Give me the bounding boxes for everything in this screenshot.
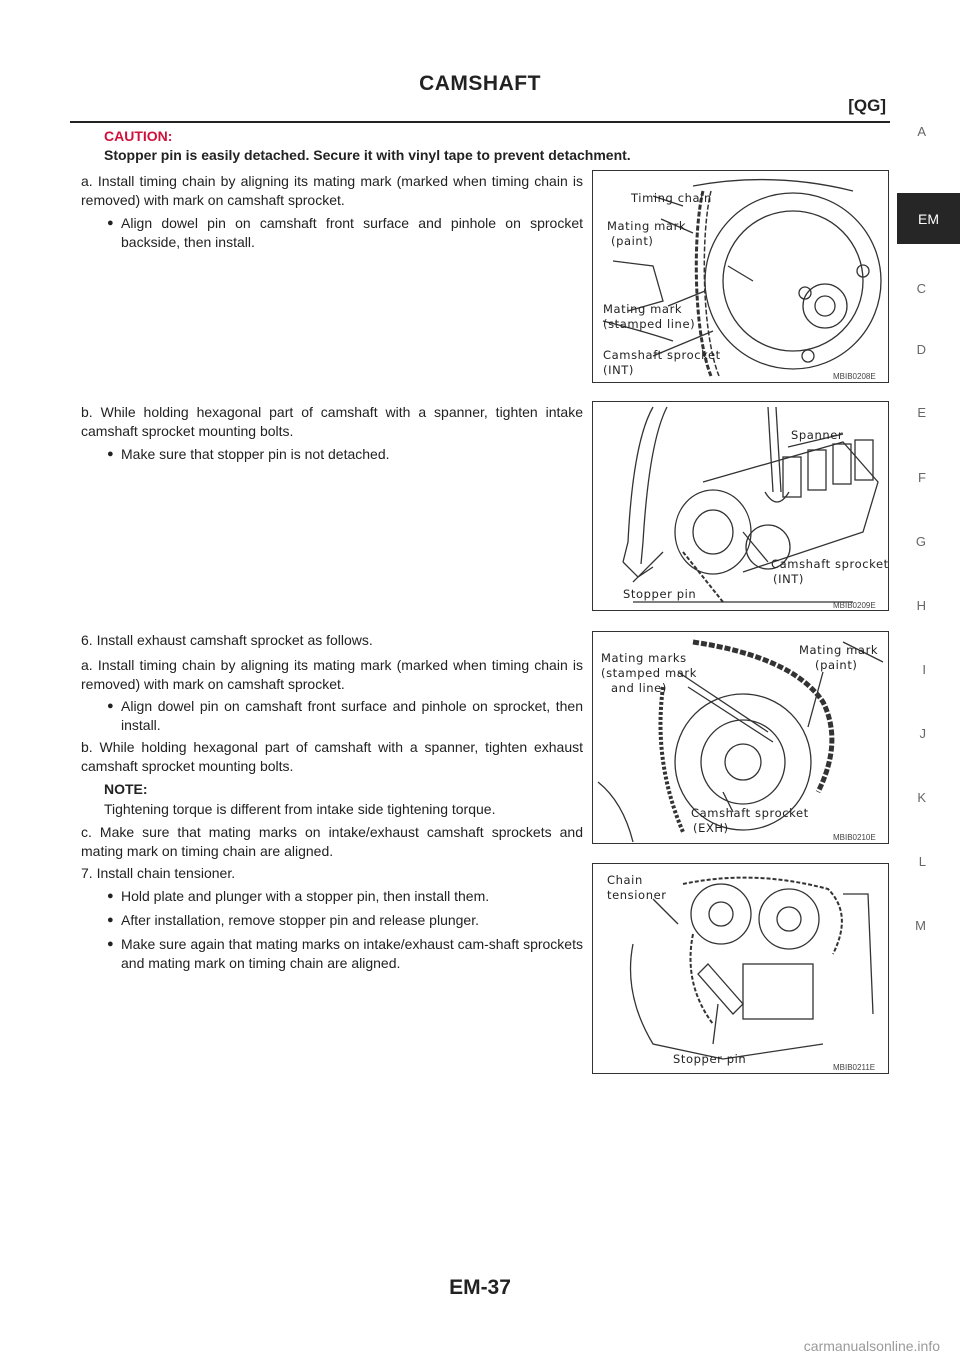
bullet-dowel-pin-intake: ● Align dowel pin on camshaft front surface and pinhole on sprocket backside, then install. [121,214,583,252]
label-mating-mark-paint: Mating mark [607,219,687,233]
label-timing-chain: Timing chain [631,191,712,205]
watermark: carmanualsonline.info [803,1338,940,1354]
figure-intake-timing-chain-illustration [593,171,890,384]
label-stamped-line: (stamped line) [603,317,696,331]
note-text: Tightening torque is different from intake side tightening torque. [104,801,496,817]
sidebar-letter-j[interactable]: J [919,726,926,741]
figure-chain-tensioner [592,863,889,1074]
figure-code: MBIB0208E [833,372,876,381]
label-camshaft-sprocket: Camshaft sprocket [603,348,721,362]
label-exh: (EXH) [693,821,729,835]
figure-chain-tensioner-illustration [593,864,890,1075]
bullet-dowel-pin-exhaust: ● Align dowel pin on camshaft front surface and pinhole on sprocket, then install. [121,697,583,735]
figure-code: MBIB0210E [833,833,876,842]
step-a-exhaust: a. Install timing chain by aligning its mating mark (marked when timing chain is removed) with mark on camshaft sprocket. [81,657,583,692]
step-6: 6. Install exhaust camshaft sprocket as follows. [81,632,373,648]
sidebar-letter-a[interactable]: A [917,124,926,139]
figure-intake-timing-chain [592,170,889,383]
header-rule [70,121,890,123]
sidebar-letter-d[interactable]: D [916,342,926,357]
bullet-stopper-pin: ● Make sure that stopper pin is not detached. [121,445,583,464]
label-paint: (paint) [815,658,858,672]
label-int: (INT) [773,572,804,586]
bullet-hold-plate: ● Hold plate and plunger with a stopper pin, then install them. [121,887,583,906]
sidebar-letter-i[interactable]: I [922,662,926,677]
sidebar-letter-f[interactable]: F [918,470,926,485]
step-a-intake: a. Install timing chain by aligning its mating mark (marked when timing chain is removed) with mark on camshaft sprocket. [81,173,583,208]
sidebar-letter-m[interactable]: M [915,918,926,933]
label-spanner: Spanner [791,428,844,442]
sidebar-letter-e[interactable]: E [917,405,926,420]
label-stopper-pin: Stopper pin [623,587,697,601]
step-c-exhaust: c. Make sure that mating marks on intake/exhaust camshaft sprockets and mating mark on timing chain are aligned. [81,824,583,859]
label-mating-marks: Mating marks [601,651,687,665]
page-title: CAMSHAFT [419,72,541,95]
label-and-line: and line) [611,681,667,695]
figure-exhaust-sprocket-illustration [593,632,890,845]
label-tensioner: tensioner [607,888,667,902]
label-chain: Chain [607,873,643,887]
bullet-check-alignment: ● Make sure again that mating marks on intake/exhaust cam-shaft sprockets and mating mark on timing chain are aligned. [121,935,583,973]
sidebar-letter-c[interactable]: C [916,281,926,296]
figure-exhaust-sprocket [592,631,889,844]
label-camshaft-sprocket-exh: Camshaft sprocket [691,806,809,820]
step-b-exhaust: b. While holding hexagonal part of camshaft with a spanner, tighten exhaust camshaft sprocket mounting bolts. [81,739,583,774]
page-number: EM-37 [449,1276,511,1299]
sidebar-tab-em[interactable]: EM [897,193,960,244]
step-7: 7. Install chain tensioner. [81,865,236,881]
label-int: (INT) [603,363,634,377]
label-paint: (paint) [611,234,654,248]
sidebar-letter-k[interactable]: K [917,790,926,805]
label-stamped-mark: (stamped mark [601,666,698,680]
label-stopper-pin: Stopper pin [673,1052,747,1066]
sidebar-letter-h[interactable]: H [916,598,926,613]
caution-label: CAUTION: [104,128,173,144]
step-b-intake: b. While holding hexagonal part of camshaft with a spanner, tighten intake camshaft sprocket mounting bolts. [81,404,583,439]
figure-code: MBIB0209E [833,601,876,610]
label-camshaft-sprocket-int: Camshaft sprocket [771,557,889,571]
figure-spanner-intake-illustration [593,402,890,612]
label-mating-mark: Mating mark [799,643,879,657]
section-code: [QG] [848,96,886,115]
caution-text: Stopper pin is easily detached. Secure it with vinyl tape to prevent detachment. [104,147,631,163]
label-mating-mark-stamped: Mating mark [603,302,683,316]
sidebar-letter-l[interactable]: L [918,854,926,869]
note-label: NOTE: [104,781,148,797]
bullet-remove-stopper: ● After installation, remove stopper pin and release plunger. [121,911,583,930]
sidebar-letter-g[interactable]: G [915,534,926,549]
figure-code: MBIB0211E [833,1063,876,1072]
figure-spanner-intake [592,401,889,611]
